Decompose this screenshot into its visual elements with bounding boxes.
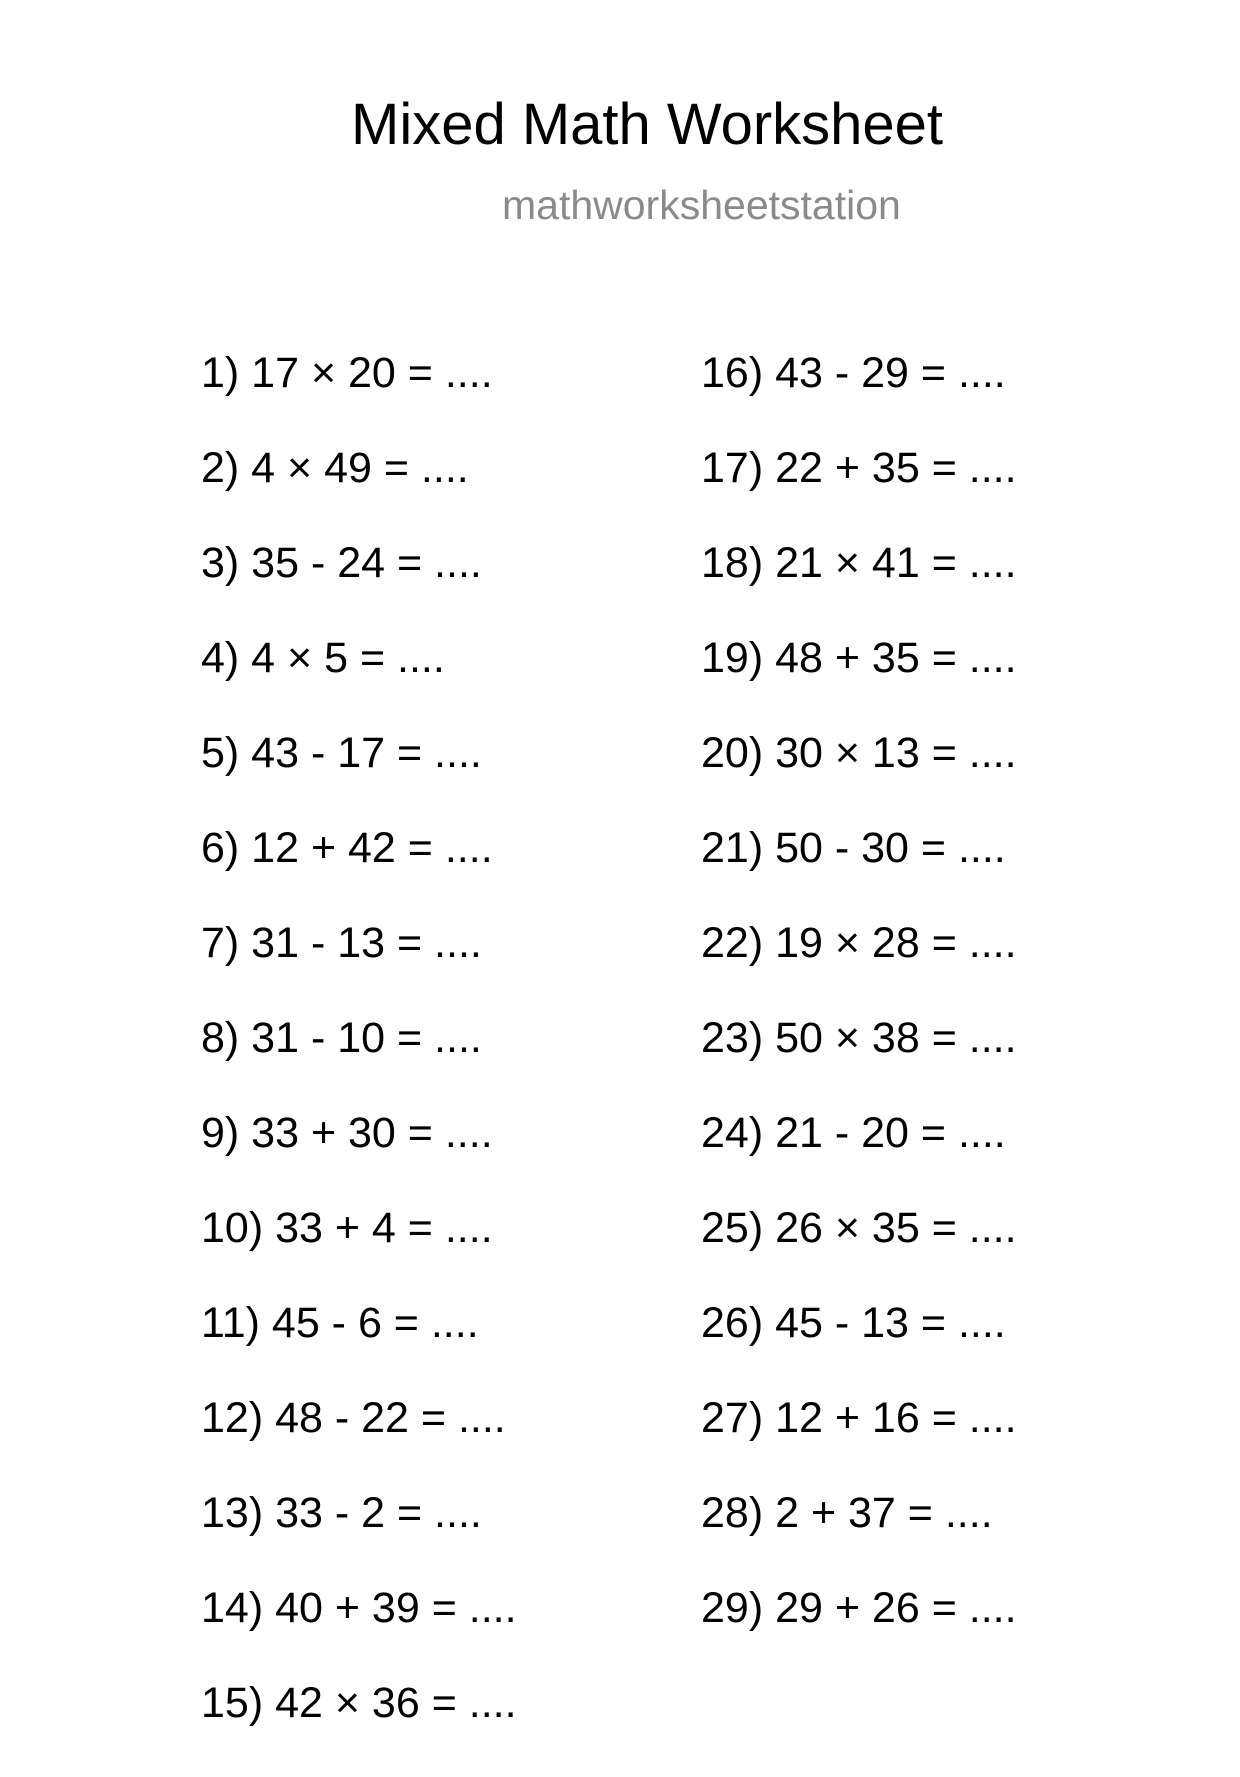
problem-9: 9) 33 + 30 = .... — [201, 1109, 493, 1157]
problem-23: 23) 50 × 38 = .... — [701, 1014, 1017, 1062]
problem-17: 17) 22 + 35 = .... — [701, 444, 1017, 492]
problem-20: 20) 30 × 13 = .... — [701, 729, 1017, 777]
worksheet-title: Mixed Math Worksheet — [351, 92, 944, 157]
problem-13: 13) 33 - 2 = .... — [201, 1489, 482, 1537]
problem-1: 1) 17 × 20 = .... — [201, 349, 493, 397]
problem-22: 22) 19 × 28 = .... — [701, 919, 1017, 967]
problem-26: 26) 45 - 13 = .... — [701, 1299, 1006, 1347]
problem-24: 24) 21 - 20 = .... — [701, 1109, 1006, 1157]
worksheet-subtitle: mathworksheetstation — [502, 182, 901, 228]
problem-14: 14) 40 + 39 = .... — [201, 1584, 517, 1632]
problem-28: 28) 2 + 37 = .... — [701, 1489, 993, 1537]
problem-6: 6) 12 + 42 = .... — [201, 824, 493, 872]
problem-21: 21) 50 - 30 = .... — [701, 824, 1006, 872]
problem-2: 2) 4 × 49 = .... — [201, 444, 469, 492]
problem-column-left — [201, 349, 517, 1777]
problem-25: 25) 26 × 35 = .... — [701, 1204, 1017, 1252]
problem-3: 3) 35 - 24 = .... — [201, 539, 482, 587]
problem-column-right — [701, 349, 1017, 1682]
problem-10: 10) 33 + 4 = .... — [201, 1204, 493, 1252]
problem-12: 12) 48 - 22 = .... — [201, 1394, 506, 1442]
problem-18: 18) 21 × 41 = .... — [701, 539, 1017, 587]
problem-16: 16) 43 - 29 = .... — [701, 349, 1006, 397]
problem-15: 15) 42 × 36 = .... — [201, 1679, 517, 1727]
problem-5: 5) 43 - 17 = .... — [201, 729, 482, 777]
problem-7: 7) 31 - 13 = .... — [201, 919, 482, 967]
problem-27: 27) 12 + 16 = .... — [701, 1394, 1017, 1442]
problem-29: 29) 29 + 26 = .... — [701, 1584, 1017, 1632]
problem-11: 11) 45 - 6 = .... — [201, 1299, 479, 1347]
problem-19: 19) 48 + 35 = .... — [701, 634, 1017, 682]
problem-8: 8) 31 - 10 = .... — [201, 1014, 482, 1062]
problem-4: 4) 4 × 5 = .... — [201, 634, 445, 682]
